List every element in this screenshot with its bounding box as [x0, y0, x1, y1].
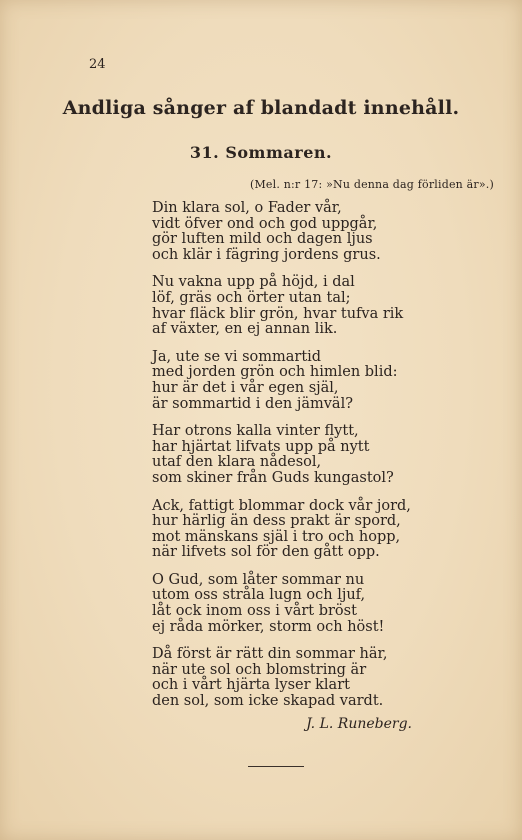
poem-line: O Gud, som låter sommar nu	[152, 571, 365, 588]
poem-line: utom oss stråla lugn och ljuf,	[152, 587, 366, 604]
poem-line: den sol, som icke skapad vardt.	[152, 693, 384, 710]
stanza-3	[152, 350, 452, 412]
poem-line: när lifvets sol för den gått opp.	[152, 544, 380, 561]
poem-line: Då först är rätt din sommar här,	[152, 646, 388, 663]
melody-note: (Mel. n:r 17: »Nu denna dag förliden är».)	[249, 178, 494, 191]
poem-line: Har otrons kalla vinter flytt,	[152, 423, 359, 440]
stanza-7	[152, 647, 452, 709]
hymn-title: 31. Sommaren.	[189, 143, 333, 162]
page-number: 24	[89, 57, 106, 72]
poem-line: mot mänskans själ i tro och hopp,	[152, 528, 401, 545]
poem-line: och klär i fägring jordens grus.	[152, 246, 381, 263]
end-divider	[248, 766, 304, 767]
stanza-4	[152, 424, 452, 486]
poem-line: och i vårt hjärta lyser klart	[152, 677, 350, 694]
poem-line: utaf den klara nådesol,	[152, 454, 322, 471]
stanza-6	[152, 573, 452, 635]
poem-line: af växter, en ej annan lik.	[152, 321, 338, 338]
poem-line: är sommartid i den jämväl?	[152, 395, 353, 412]
poem-line: Din klara sol, o Fader vår,	[152, 200, 342, 216]
poem-line: Ack, fattigt blommar dock vår jord,	[152, 497, 411, 514]
poem-line: låt ock inom oss i vårt bröst	[152, 603, 357, 620]
poem-line: gör luften mild och dagen ljus	[152, 231, 373, 248]
poem-line: när ute sol och blomstring är	[152, 661, 367, 678]
poem	[152, 201, 452, 722]
stanza-2	[152, 275, 452, 337]
poem-line: Nu vakna upp på höjd, i dal	[152, 274, 355, 291]
poem-line: med jorden grön och himlen blid:	[152, 364, 398, 381]
stanza-1	[152, 201, 452, 263]
section-title: Andliga sånger af blandadt innehåll.	[62, 97, 460, 119]
stanza-5	[152, 499, 452, 561]
poem-line: hvar fläck blir grön, hvar tufva rik	[152, 305, 404, 322]
poem-line: har hjärtat lifvats upp på nytt	[152, 438, 370, 455]
poem-line: hur är det i vår egen själ,	[152, 379, 339, 396]
poem-line: vidt öfver ond och god uppgår,	[152, 215, 378, 232]
poem-line: som skiner från Guds kungastol?	[152, 469, 394, 486]
poem-line: hur härlig än dess prakt är spord,	[152, 513, 401, 530]
author-signature: J. L. Runeberg.	[306, 716, 412, 732]
poem-line: Ja, ute se vi sommartid	[152, 348, 322, 365]
poem-line: ej råda mörker, storm och höst!	[152, 618, 385, 635]
poem-line: löf, gräs och örter utan tal;	[152, 289, 351, 306]
